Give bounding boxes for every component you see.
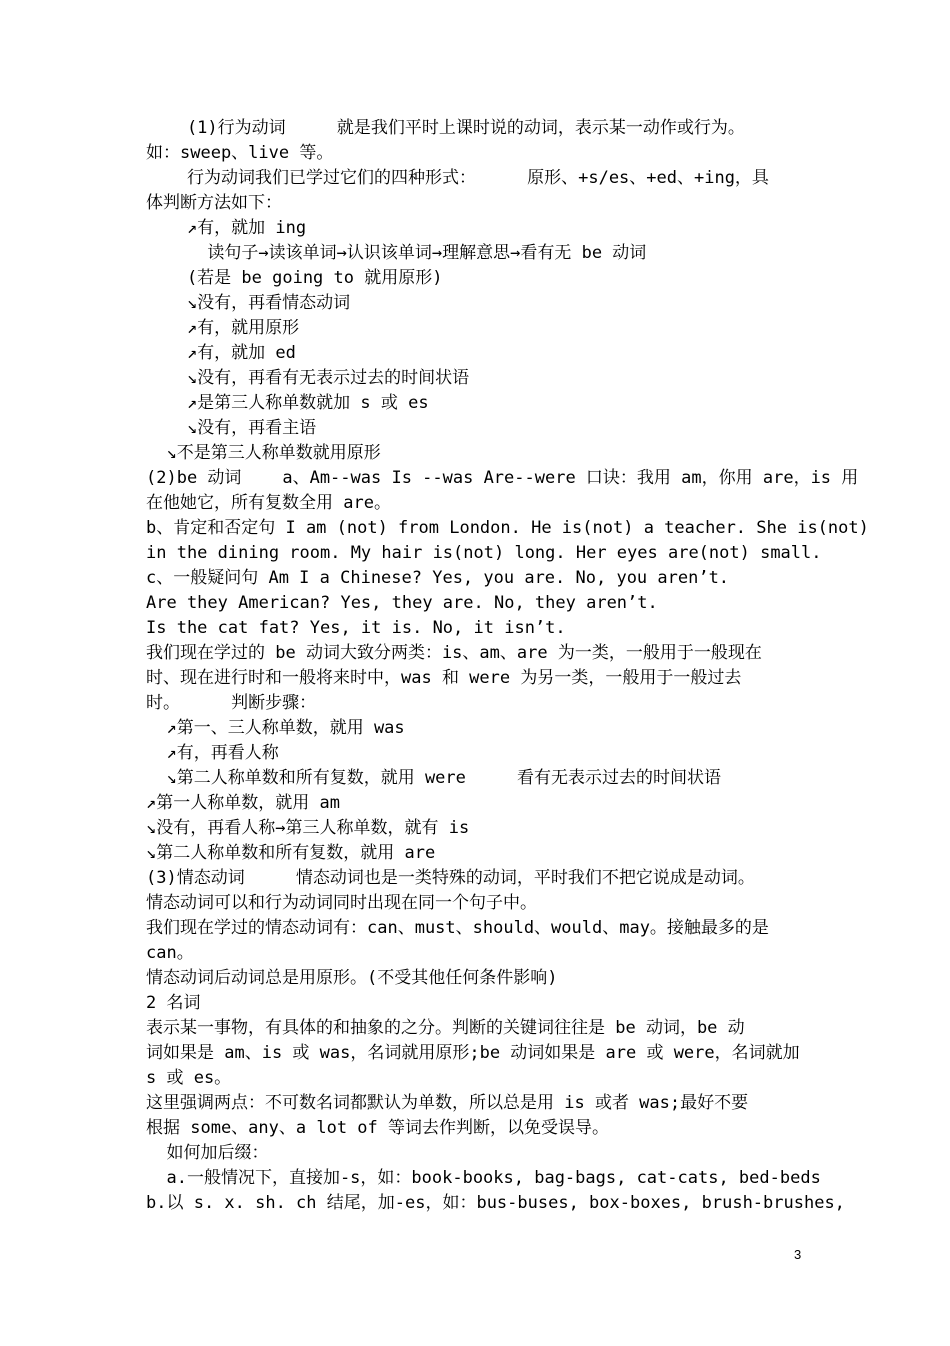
text-line: 行为动词我们已学过它们的四种形式： 原形、+s/es、+ed、+ing，具 — [146, 168, 769, 188]
text-line: 如何加后缀： — [146, 1143, 269, 1163]
text-line: ↘没有，再看情态动词 — [146, 293, 351, 313]
text-line: 词如果是 am、is 或 was，名词就用原形;be 动词如果是 are 或 were，名词就加 — [146, 1043, 800, 1063]
text-line: can。 — [146, 943, 194, 963]
text-line: ↗有，就加 ed — [146, 343, 296, 363]
text-line: 情态动词可以和行为动词同时出现在同一个句子中。 — [146, 893, 537, 913]
text-line: 这里强调两点：不可数名词都默认为单数，所以总是用 is 或者 was;最好不要 — [146, 1093, 749, 1113]
text-line: 2 名词 — [146, 993, 201, 1013]
text-line: ↘第二人称单数和所有复数，就用 are — [146, 843, 436, 863]
text-line: s 或 es。 — [146, 1068, 232, 1088]
text-line: 根据 some、any、a lot of 等词去作判断，以免受误导。 — [146, 1118, 609, 1138]
text-line: (2)be 动词 a、Am--was Is --was Are--were 口诀：我用 am，你用 are，is 用 — [146, 468, 859, 488]
text-line: 表示某一事物，有具体的和抽象的之分。判断的关键词往往是 be 动词，be 动 — [146, 1018, 745, 1038]
text-line: ↗是第三人称单数就加 s 或 es — [146, 393, 429, 413]
text-line: Is the cat fat? Yes, it is. No, it isn’t. — [146, 618, 566, 638]
text-line: ↘没有，再看人称→第三人称单数，就有 is — [146, 818, 470, 838]
text-line: ↗有，就加 ing — [146, 218, 307, 238]
text-line: in the dining room. My hair is(not) long. Her eyes are(not) small. — [146, 543, 822, 563]
text-line: ↘没有，再看主语 — [146, 418, 317, 438]
text-line: 在他她它，所有复数全用 are。 — [146, 493, 391, 513]
text-line: ↘第二人称单数和所有复数，就用 were 看有无表示过去的时间状语 — [146, 768, 722, 788]
text-line: b、肯定和否定句 I am (not) from London. He is(not) a teacher. She is(not) — [146, 518, 869, 538]
text-line: c、一般疑问句 Am I a Chinese? Yes, you are. No, you aren’t. — [146, 568, 730, 588]
text-line: 读句子→读该单词→认识该单词→理解意思→看有无 be 动词 — [146, 243, 647, 263]
document-body — [146, 116, 869, 1216]
text-line: 如：sweep、live 等。 — [146, 143, 334, 163]
text-line: 体判断方法如下： — [146, 193, 282, 213]
text-line: ↘没有，再看有无表示过去的时间状语 — [146, 368, 470, 388]
text-line: 我们现在学过的情态动词有：can、must、should、would、may。接触最多的是 — [146, 918, 769, 938]
text-line: 我们现在学过的 be 动词大致分两类：is、am、are 为一类，一般用于一般现在 — [146, 643, 762, 663]
text-line: 情态动词后动词总是用原形。(不受其他任何条件影响) — [146, 968, 558, 988]
text-line: Are they American? Yes, they are. No, they aren’t. — [146, 593, 658, 613]
page-number: 3 — [794, 1247, 802, 1262]
text-line: ↗有，再看人称 — [146, 743, 279, 763]
text-line: a.一般情况下，直接加-s，如：book-books, bag-bags, cat-cats, bed-beds — [146, 1168, 821, 1188]
text-line: ↗第一人称单数，就用 am — [146, 793, 340, 813]
text-line: (若是 be going to 就用原形) — [146, 268, 443, 288]
text-line: (3)情态动词 情态动词也是一类特殊的动词，平时我们不把它说成是动词。 — [146, 868, 755, 888]
text-line: ↘不是第三人称单数就用原形 — [146, 443, 381, 463]
text-line: 时、现在进行时和一般将来时中，was 和 were 为另一类，一般用于一般过去 — [146, 668, 742, 688]
text-line: 时。 判断步骤： — [146, 693, 317, 713]
text-line: ↗有，就用原形 — [146, 318, 300, 338]
text-line: b.以 s. x. sh. ch 结尾，加-es，如：bus-buses, box-boxes, brush-brushes, — [146, 1193, 845, 1213]
text-line: (1)行为动词 就是我们平时上课时说的动词，表示某一动作或行为。 — [146, 118, 745, 138]
text-line: ↗第一、三人称单数，就用 was — [146, 718, 405, 738]
